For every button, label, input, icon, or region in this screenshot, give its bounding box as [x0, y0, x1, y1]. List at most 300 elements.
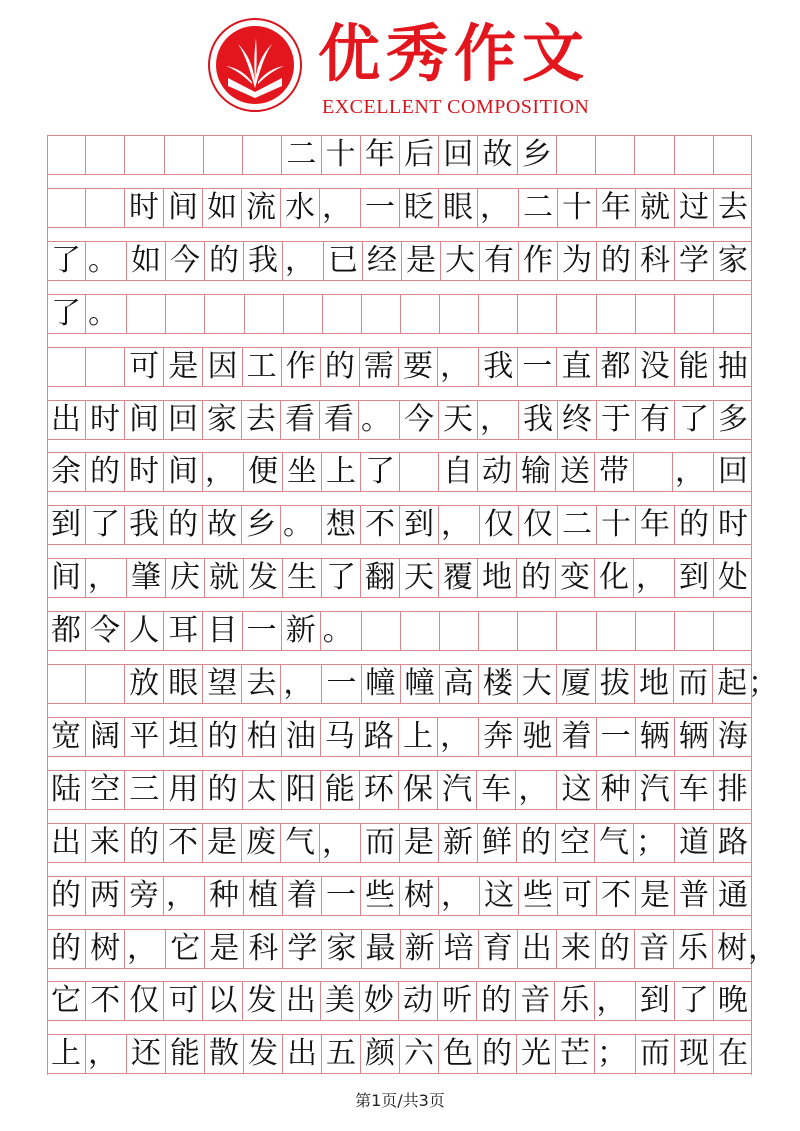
text-row: [47, 241, 752, 281]
grid-cell: 有: [636, 401, 675, 439]
grid-cell: 一: [322, 877, 361, 915]
empty-grid-cell: [362, 612, 401, 650]
empty-grid-cell: [597, 295, 636, 333]
grid-cell: 路: [718, 824, 748, 860]
grid-cell: 上: [322, 453, 361, 491]
grid-cell: 了: [86, 506, 125, 544]
grid-cell: 能: [321, 771, 360, 809]
grid-cell: 而: [636, 1035, 675, 1073]
grid-cell: 时: [86, 401, 125, 439]
grid-cell: 起: [713, 665, 752, 703]
grid-cell: 的: [47, 877, 86, 915]
grid-cell: 抽: [717, 348, 748, 384]
grid-cell: 排: [717, 771, 748, 807]
grid-cell: 最: [362, 930, 401, 968]
empty-grid-cell: [557, 136, 596, 174]
text-row: [47, 400, 752, 440]
grid-cell: 种: [597, 771, 636, 809]
grid-cell: 化: [595, 559, 634, 597]
grid-cell: 。: [359, 401, 400, 439]
text-row: [47, 1034, 752, 1074]
grid-cell: 间: [47, 559, 86, 597]
grid-cell: 不: [86, 982, 125, 1020]
grid-cell: ，: [673, 453, 714, 491]
grid-cell: ，: [516, 771, 557, 809]
grid-cell: 是: [164, 348, 203, 386]
grid-cell: 便: [244, 453, 283, 491]
empty-grid-cell: [440, 612, 479, 650]
grid-cell: 要: [399, 348, 438, 386]
text-row: [47, 981, 752, 1021]
empty-grid-cell: [243, 136, 282, 174]
grid-cell: 来: [86, 824, 125, 862]
grid-cell: 发: [244, 559, 283, 597]
text-row: [47, 929, 778, 969]
grid-cell: ，: [438, 718, 479, 756]
empty-grid-cell: [479, 612, 518, 650]
grid-cell: 处: [718, 560, 748, 596]
grid-cell: 陆: [47, 771, 86, 809]
grid-cell: 出: [282, 982, 321, 1020]
empty-grid-cell: [47, 136, 86, 174]
grid-cell: ，: [203, 453, 244, 491]
overflow-punctuation: ；: [748, 666, 778, 701]
grid-cell: 作: [282, 348, 321, 386]
grid-cell: 是: [203, 824, 242, 862]
grid-cell: 。: [86, 295, 127, 333]
grid-cell: 通: [718, 877, 748, 913]
grid-cell: 些: [519, 877, 558, 915]
grid-cell: 是: [636, 877, 675, 915]
grid-cell: 来: [557, 930, 596, 968]
grid-cell: 就: [205, 559, 244, 597]
grid-cell: 了: [322, 559, 361, 597]
grid-cell: 想: [322, 506, 361, 544]
grid-cell: 为: [558, 242, 597, 280]
grid-cell: 植: [244, 877, 283, 915]
grid-cell: 汽: [636, 771, 675, 809]
grid-cell: 人: [125, 612, 164, 650]
grid-cell: 肇: [127, 559, 166, 597]
grid-cell: 驰: [518, 718, 557, 756]
text-row: [47, 558, 752, 598]
grid-cell: 的: [675, 506, 714, 544]
grid-cell: 二: [558, 506, 597, 544]
grid-cell: 。: [321, 612, 362, 650]
grid-cell: 时: [718, 507, 748, 543]
grid-cell: 上: [47, 1035, 86, 1073]
grid-cell: 已: [324, 242, 363, 280]
grid-cell: 还: [127, 1035, 166, 1073]
text-row: [47, 770, 752, 810]
grid-cell: 用: [164, 771, 203, 809]
grid-cell: 的: [478, 1035, 517, 1073]
grid-cell: 覆: [439, 559, 478, 597]
grid-cell: 的: [321, 348, 360, 386]
grid-cell: 水: [281, 189, 320, 227]
grid-cell: 气: [595, 824, 634, 862]
grid-cell: 上: [399, 718, 438, 756]
grid-cell: 科: [636, 242, 675, 280]
grid-cell: 家: [718, 242, 748, 278]
grid-cell: 的: [597, 242, 636, 280]
grid-cell: 阔: [86, 718, 125, 756]
grid-cell: 奔: [479, 718, 518, 756]
grid-cell: 这: [480, 877, 519, 915]
grid-cell: 而: [674, 665, 713, 703]
grid-cell: 而: [361, 824, 400, 862]
grid-cell: ，: [595, 982, 636, 1020]
grid-cell: 了: [47, 242, 86, 280]
grid-cell: 一: [322, 665, 361, 703]
grid-cell: 音: [516, 982, 555, 1020]
grid-cell: 颜: [361, 1035, 400, 1073]
grid-cell: ，: [320, 824, 361, 862]
grid-cell: 。: [86, 242, 127, 280]
grid-cell: 气: [281, 824, 320, 862]
grid-cell: 目: [203, 612, 242, 650]
empty-grid-cell: [165, 136, 204, 174]
grid-cell: 于: [597, 401, 636, 439]
empty-grid-cell: [675, 295, 714, 333]
text-row: [47, 876, 752, 916]
grid-cell: 到: [675, 559, 714, 597]
grid-cell: 是: [205, 930, 244, 968]
grid-cell: 它: [166, 930, 205, 968]
empty-grid-cell: [125, 136, 164, 174]
grid-cell: 的: [517, 559, 556, 597]
grid-cell: 年: [636, 506, 675, 544]
grid-cell: 了: [675, 982, 714, 1020]
grid-cell: 的: [205, 242, 244, 280]
grid-cell: 时: [125, 453, 164, 491]
grid-cell: 海: [717, 718, 748, 754]
grid-cell: 太: [243, 771, 282, 809]
empty-grid-cell: [596, 136, 635, 174]
empty-grid-cell: [714, 295, 752, 333]
empty-grid-cell: [323, 295, 362, 333]
grid-cell: 如: [127, 242, 166, 280]
grid-cell: 仅: [480, 506, 519, 544]
grid-cell: 家: [203, 401, 242, 439]
grid-cell: 就: [636, 189, 675, 227]
grid-cell: 回: [164, 401, 203, 439]
grid-cell: 出: [47, 824, 86, 862]
grid-cell: 培: [440, 930, 479, 968]
grid-cell: 我: [519, 401, 558, 439]
grid-cell: ，: [438, 348, 479, 386]
text-row: [47, 294, 752, 334]
grid-cell: 一: [361, 189, 400, 227]
grid-cell: ，: [86, 1035, 127, 1073]
grid-cell: 宽: [47, 718, 86, 756]
empty-grid-cell: [675, 136, 714, 174]
grid-cell: 故: [478, 136, 517, 174]
text-row: [47, 823, 752, 863]
grid-cell: 出: [518, 930, 557, 968]
grid-cell: 年: [597, 189, 636, 227]
grid-cell: 带: [595, 453, 634, 491]
empty-grid-cell: [557, 612, 596, 650]
grid-cell: 能: [166, 1035, 205, 1073]
grid-cell: 因: [203, 348, 242, 386]
grid-cell: 美: [321, 982, 360, 1020]
empty-grid-cell: [284, 295, 323, 333]
grid-cell: 不: [164, 824, 203, 862]
empty-grid-cell: [634, 453, 673, 491]
grid-cell: 有: [480, 242, 519, 280]
grid-cell: 种: [205, 877, 244, 915]
empty-grid-cell: [518, 295, 557, 333]
grid-cell: 鲜: [478, 824, 517, 862]
grid-cell: 输: [517, 453, 556, 491]
grid-cell: 色: [439, 1035, 478, 1073]
empty-grid-cell: [597, 612, 636, 650]
empty-grid-cell: [518, 612, 557, 650]
grid-cell: 树: [86, 930, 125, 968]
grid-cell: 空: [556, 824, 595, 862]
grid-cell: 可: [558, 877, 597, 915]
grid-cell: ，: [320, 189, 361, 227]
brand-subtitle: EXCELLENT COMPOSITION: [322, 96, 590, 118]
grid-cell: ；: [595, 1035, 636, 1073]
grid-cell: 能: [675, 348, 714, 386]
grid-cell: 流: [242, 189, 281, 227]
grid-cell: 一: [518, 348, 557, 386]
grid-cell: 动: [399, 982, 438, 1020]
grid-cell: 晚: [717, 983, 748, 1019]
empty-grid-cell: [86, 136, 125, 174]
grid-cell: 着: [283, 877, 322, 915]
empty-grid-cell: [714, 136, 752, 174]
text-row: [47, 347, 752, 387]
grid-cell: 的: [477, 982, 516, 1020]
grid-cell: 以: [203, 982, 242, 1020]
grid-cell: 车: [477, 771, 516, 809]
grid-cell: 作: [519, 242, 558, 280]
grid-cell: 家: [322, 930, 361, 968]
grid-cell: 一: [597, 718, 636, 756]
grid-cell: 仅: [125, 982, 164, 1020]
title-row: [47, 135, 752, 175]
grid-cell: 车: [675, 771, 714, 809]
text-row: [47, 505, 752, 545]
grid-cell: 余: [47, 453, 86, 491]
grid-cell: 一: [243, 612, 282, 650]
grid-cell: ，: [164, 877, 205, 915]
text-row: [47, 452, 752, 492]
grid-cell: 十: [322, 136, 361, 174]
grid-cell: 地: [478, 559, 517, 597]
grid-cell: 马: [321, 718, 360, 756]
grid-cell: ，: [125, 930, 166, 968]
empty-grid-cell: [714, 612, 752, 650]
grid-cell: 到: [400, 506, 439, 544]
empty-grid-cell: [127, 295, 166, 333]
grid-cell: 翻: [361, 559, 400, 597]
grid-cell: 幢: [362, 665, 401, 703]
grid-cell: 天: [400, 559, 439, 597]
empty-grid-cell: [86, 348, 125, 386]
text-row: [47, 611, 752, 651]
grid-cell: 间: [164, 189, 203, 227]
composition-grid-paper: [47, 135, 778, 1075]
grid-cell: 两: [86, 877, 125, 915]
text-row: [47, 664, 778, 704]
grid-cell: 拔: [596, 665, 635, 703]
grid-cell: 多: [718, 401, 748, 437]
grid-cell: 需: [360, 348, 399, 386]
empty-grid-cell: [47, 189, 86, 227]
empty-grid-cell: [362, 295, 401, 333]
grid-cell: 了: [361, 453, 400, 491]
grid-cell: 的: [203, 718, 242, 756]
grid-cell: 散: [205, 1035, 244, 1073]
grid-cell: 回: [439, 136, 478, 174]
grid-cell: 的: [203, 771, 242, 809]
grid-cell: 故: [203, 506, 242, 544]
grid-cell: 到: [636, 982, 675, 1020]
empty-grid-cell: [245, 295, 284, 333]
grid-cell: 十: [558, 189, 597, 227]
grid-cell: 路: [360, 718, 399, 756]
grid-cell: 时: [125, 189, 164, 227]
text-row: [47, 188, 752, 228]
grid-cell: 动: [478, 453, 517, 491]
grid-cell: 去: [718, 189, 748, 225]
grid-cell: 树: [713, 930, 752, 968]
grid-cell: 今: [166, 242, 205, 280]
grid-cell: 保: [399, 771, 438, 809]
grid-cell: 到: [47, 506, 86, 544]
grid-cell: 六: [400, 1035, 439, 1073]
empty-grid-cell: [400, 453, 439, 491]
empty-grid-cell: [86, 189, 125, 227]
grid-cell: 旁: [125, 877, 164, 915]
grid-cell: 些: [361, 877, 400, 915]
grid-cell: 令: [86, 612, 125, 650]
empty-grid-cell: [635, 136, 674, 174]
grid-cell: ，: [439, 506, 480, 544]
grid-cell: ；: [634, 824, 675, 862]
grid-cell: 经: [363, 242, 402, 280]
grid-cell: 二: [282, 136, 321, 174]
grid-cell: 现: [675, 1035, 714, 1073]
grid-cell: ，: [478, 189, 519, 227]
grid-cell: 出: [47, 401, 86, 439]
grid-cell: 自: [439, 453, 478, 491]
grid-cell: 光: [517, 1035, 556, 1073]
grid-cell: 柏: [243, 718, 282, 756]
grid-cell: 看: [281, 401, 320, 439]
grid-cell: 间: [125, 401, 164, 439]
empty-grid-cell: [204, 136, 243, 174]
grid-cell: 树: [400, 877, 439, 915]
grid-cell: 发: [244, 1035, 283, 1073]
grid-cell: 。: [281, 506, 322, 544]
grid-cell: 了: [675, 401, 714, 439]
empty-grid-cell: [675, 612, 714, 650]
empty-grid-cell: [557, 295, 596, 333]
grid-cell: 它: [47, 982, 86, 1020]
grid-cell: 我: [479, 348, 518, 386]
grid-cell: 高: [440, 665, 479, 703]
book-plant-icon: [216, 26, 294, 104]
grid-cell: 如: [203, 189, 242, 227]
grid-cell: 出: [283, 1035, 322, 1073]
grid-cell: 乡: [518, 136, 557, 174]
logo-emblem: [208, 18, 302, 112]
grid-cell: 二: [519, 189, 558, 227]
grid-cell: 辆: [675, 718, 714, 756]
empty-grid-cell: [401, 295, 440, 333]
grid-cell: 的: [596, 930, 635, 968]
grid-cell: 五: [322, 1035, 361, 1073]
grid-cell: 直: [557, 348, 596, 386]
grid-cell: 没: [636, 348, 675, 386]
grid-cell: ，: [439, 877, 480, 915]
empty-grid-cell: [479, 295, 518, 333]
grid-cell: 看: [320, 401, 359, 439]
grid-cell: 芒: [556, 1035, 595, 1073]
grid-cell: 间: [164, 453, 203, 491]
grid-cell: 新: [439, 824, 478, 862]
grid-cell: 望: [203, 665, 242, 703]
grid-cell: 可: [164, 982, 203, 1020]
grid-cell: 新: [282, 612, 321, 650]
empty-grid-cell: [86, 665, 125, 703]
grid-cell: 工: [243, 348, 282, 386]
grid-cell: 乐: [555, 982, 594, 1020]
grid-cell: ，: [283, 242, 324, 280]
grid-cell: 今: [400, 401, 439, 439]
grid-cell: 年: [361, 136, 400, 174]
grid-cell: 是: [400, 824, 439, 862]
empty-grid-cell: [636, 295, 675, 333]
grid-cell: ，: [86, 559, 127, 597]
grid-cell: 回: [718, 454, 748, 490]
grid-cell: 变: [556, 559, 595, 597]
grid-cell: 平: [125, 718, 164, 756]
grid-cell: 不: [361, 506, 400, 544]
grid-cell: 的: [517, 824, 556, 862]
grid-cell: 发: [243, 982, 282, 1020]
grid-cell: 的: [164, 506, 203, 544]
grid-cell: 天: [439, 401, 478, 439]
grid-cell: 的: [86, 453, 125, 491]
grid-cell: 厦: [557, 665, 596, 703]
grid-cell: ，: [634, 559, 675, 597]
grid-cell: 我: [125, 506, 164, 544]
grid-cell: 眼: [439, 189, 478, 227]
page-indicator: 第1页/共3页: [355, 1091, 445, 1110]
grid-cell: 环: [360, 771, 399, 809]
grid-cell: 普: [675, 877, 714, 915]
grid-cell: 三: [125, 771, 164, 809]
grid-cell: 道: [675, 824, 714, 862]
grid-cell: 在: [718, 1036, 748, 1072]
grid-cell: ，: [478, 401, 519, 439]
grid-cell: 生: [283, 559, 322, 597]
grid-cell: 辆: [636, 718, 675, 756]
grid-cell: 听: [438, 982, 477, 1020]
empty-grid-cell: [401, 612, 440, 650]
grid-cell: 着: [557, 718, 596, 756]
grid-cell: 的: [125, 824, 164, 862]
grid-cell: 送: [556, 453, 595, 491]
grid-cell: 新: [401, 930, 440, 968]
grid-cell: 十: [597, 506, 636, 544]
